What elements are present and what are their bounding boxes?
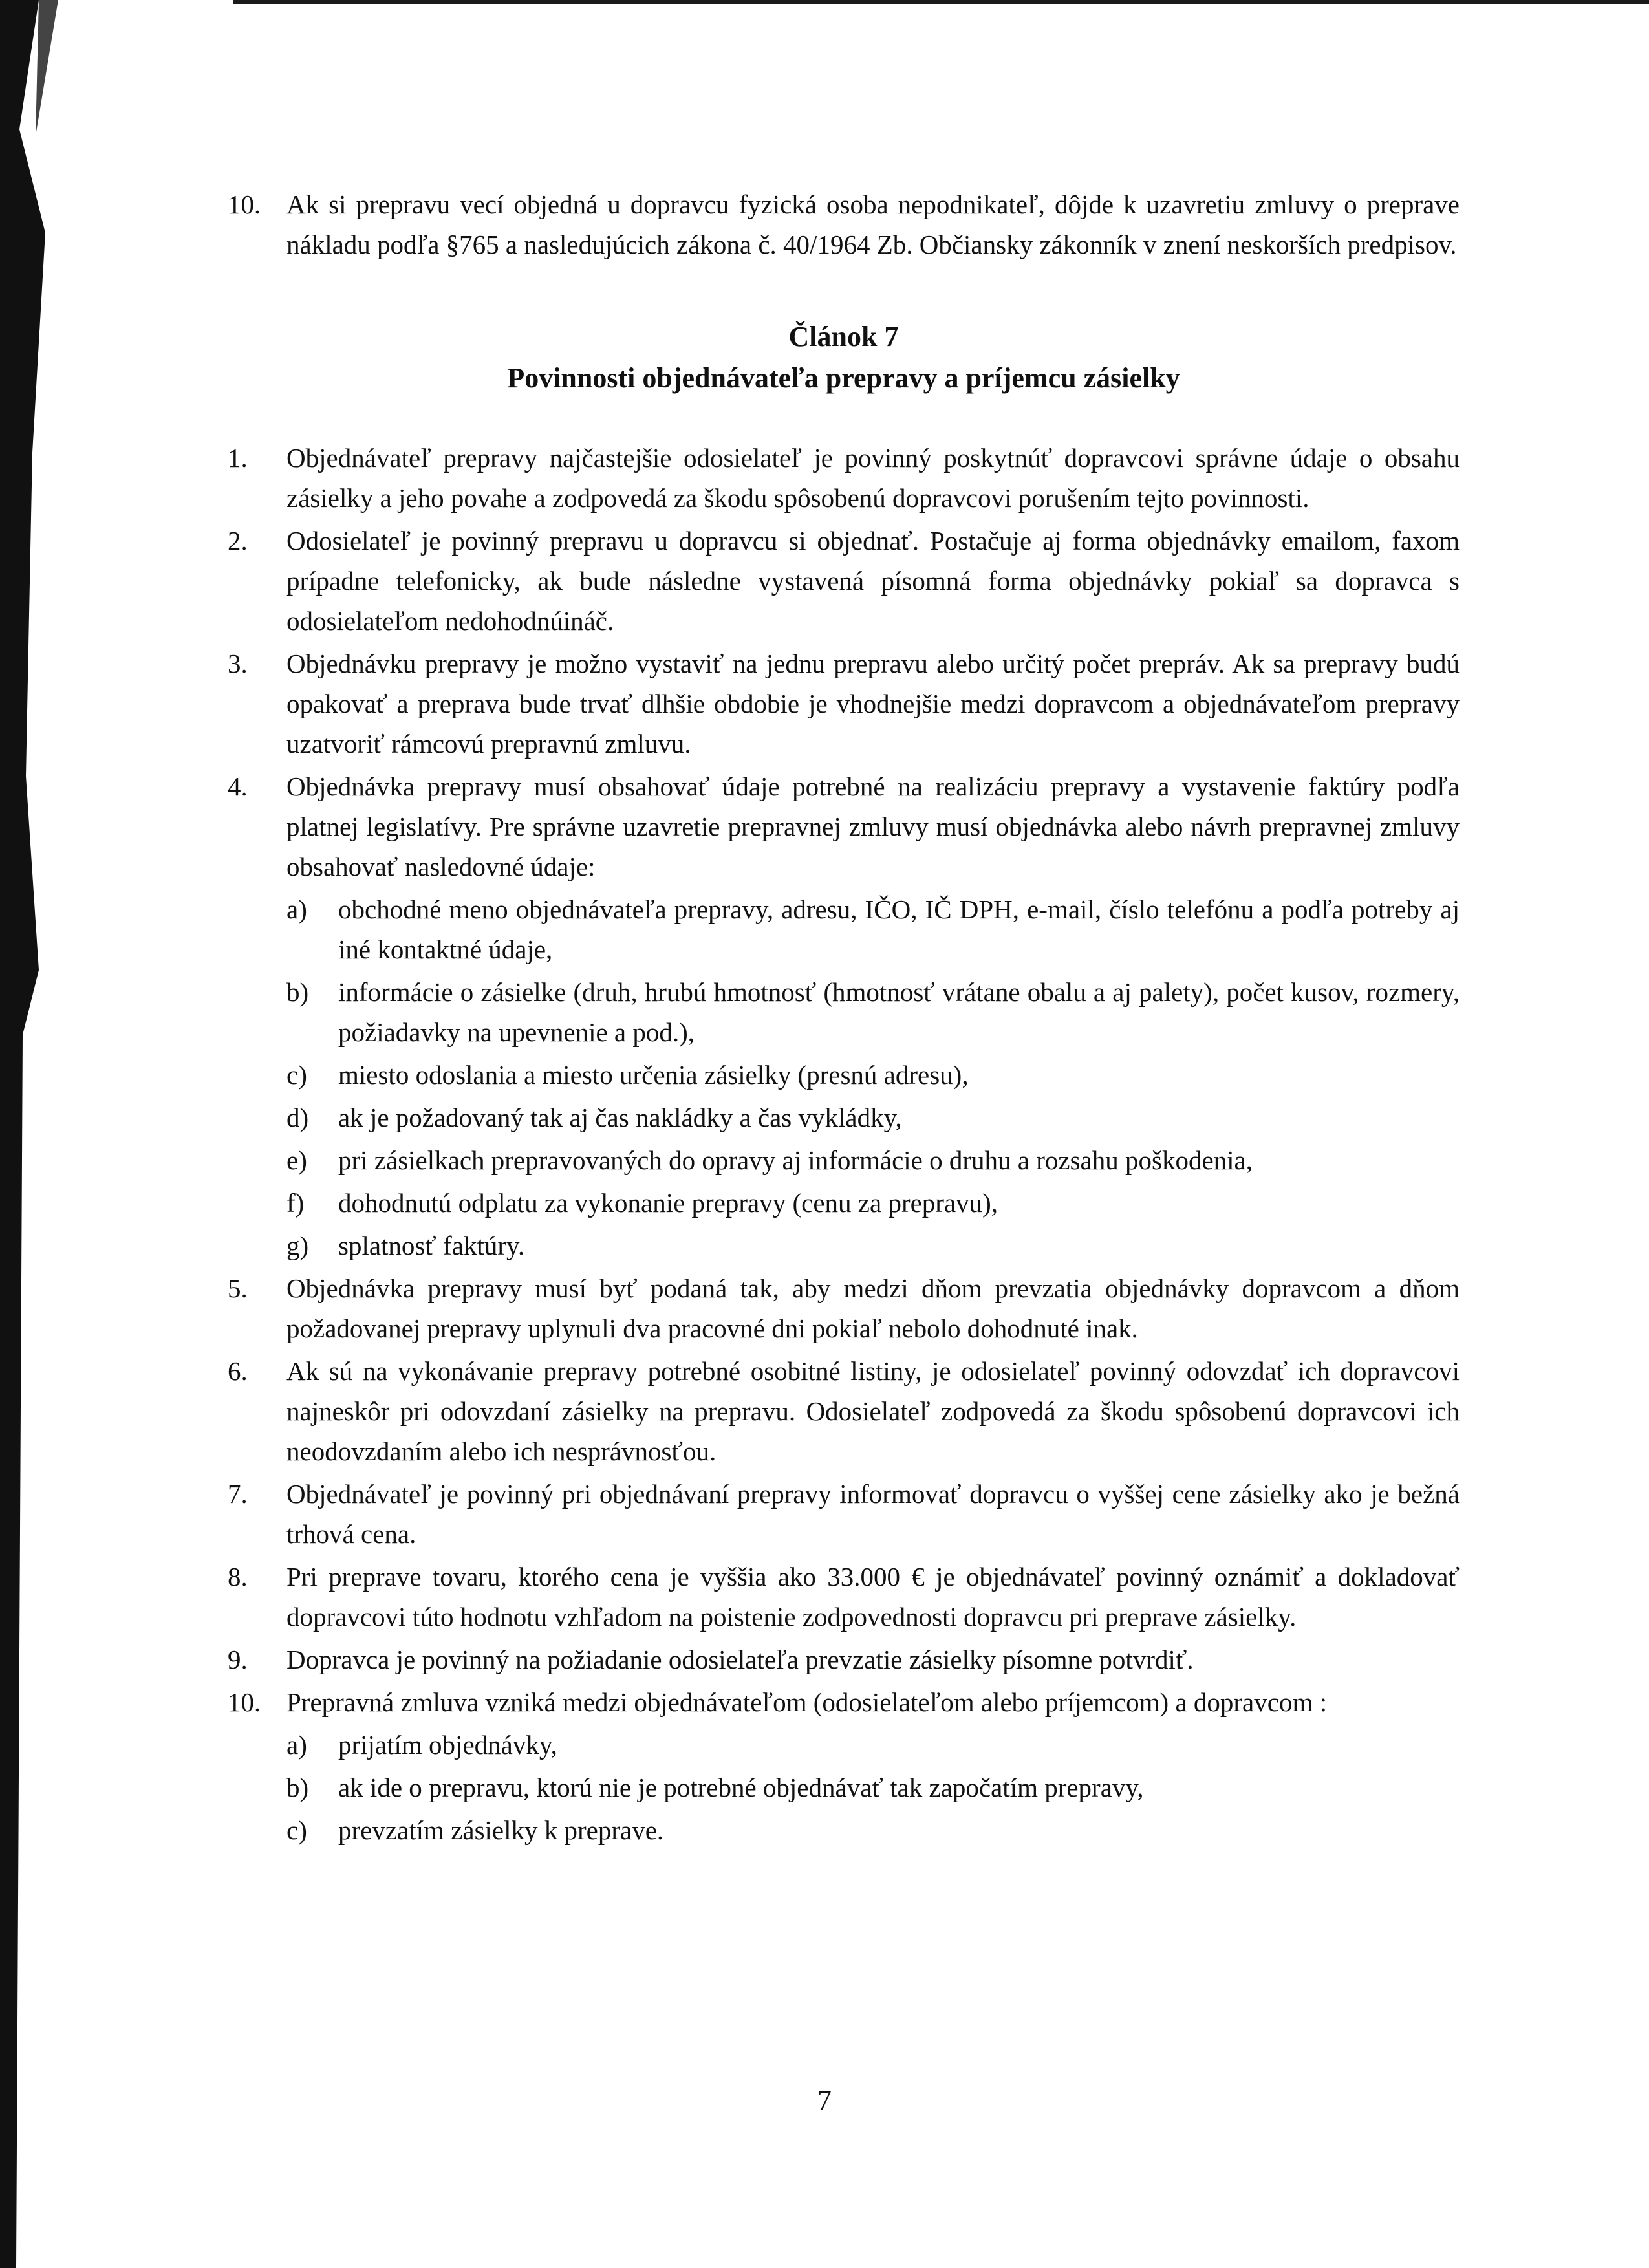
list-item-text: Odosielateľ je povinný prepravu u dopravcu si objednať. Postačuje aj forma objednávky emailom, faxom prípadne telefonicky, ak bude následne vystavená písomná forma objednávky pokiaľ sa dopravca s odosielateľom nedohodnúináč.: [286, 526, 1460, 636]
list-item-number: 10.: [228, 1687, 261, 1717]
list-item-number: 9.: [228, 1645, 248, 1674]
sublist-item-text: dohodnutú odplatu za vykonanie prepravy (cenu za prepravu),: [338, 1188, 998, 1218]
list-item: [228, 1351, 1460, 1471]
list-item-text: Objednávka prepravy musí byť podaná tak, aby medzi dňom prevzatia objednávky dopravcom a dňom požadovanej prepravy uplynuli dva pracovné dni pokiaľ nebolo dohodnuté inak.: [286, 1273, 1460, 1343]
article-heading: [228, 316, 1460, 399]
list-item-number: 8.: [228, 1562, 248, 1592]
sublist-item-letter: c): [286, 1815, 307, 1845]
sublist-item: [286, 1055, 1460, 1095]
sublist-item-letter: e): [286, 1145, 307, 1175]
sublist: [286, 889, 1460, 1266]
intro-number: 10.: [228, 189, 261, 219]
sublist-item-letter: g): [286, 1231, 309, 1260]
list-item-text: Dopravca je povinný na požiadanie odosielateľa prevzatie zásielky písomne potvrdiť.: [286, 1645, 1194, 1674]
scan-top-edge-line: [233, 0, 1649, 4]
list-item-number: 3.: [228, 649, 248, 678]
sublist-item-text: prevzatím zásielky k preprave.: [338, 1815, 664, 1845]
list-item-text: Objednávateľ je povinný pri objednávaní prepravy informovať dopravcu o vyššej cene zásielky ako je bežná trhová cena.: [286, 1479, 1460, 1549]
list-item-text: Objednávka prepravy musí obsahovať údaje potrebné na realizáciu prepravy a vystavenie faktúry podľa platnej legislatívy. Pre správne uzavretie prepravnej zmluvy musí objednávka alebo návrh prepravnej zmluvy obsahovať nasledovné údaje:: [286, 772, 1460, 881]
list-item-number: 2.: [228, 526, 248, 556]
sublist-item-text: miesto odoslania a miesto určenia zásielky (presnú adresu),: [338, 1060, 969, 1090]
intro-paragraph: [228, 184, 1460, 265]
list-item-number: 5.: [228, 1273, 248, 1303]
sublist-item: [286, 1725, 1460, 1765]
sublist: [286, 1725, 1460, 1850]
list-item: [228, 1474, 1460, 1554]
article-title: Článok 7: [788, 321, 899, 352]
sublist-item: [286, 1183, 1460, 1223]
list-item-text: Pri preprave tovaru, ktorého cena je vyššia ako 33.000 € je objednávateľ povinný oznámiť a dokladovať dopravcovi túto hodnotu vzhľadom na poistenie zodpovednosti dopravcu pri preprave zásielky.: [286, 1562, 1460, 1632]
sublist-item: [286, 1226, 1460, 1266]
sublist-item-text: pri zásielkach prepravovaných do opravy aj informácie o druhu a rozsahu poškodenia,: [338, 1145, 1253, 1175]
list-item-number: 4.: [228, 772, 248, 801]
document-body: [228, 184, 1460, 1850]
sublist-item-letter: a): [286, 1730, 307, 1760]
sublist-item-text: ak je požadovaný tak aj čas nakládky a čas vykládky,: [338, 1103, 902, 1132]
sublist-item-letter: b): [286, 1773, 309, 1802]
sublist-item-letter: f): [286, 1188, 305, 1218]
sublist-item: [286, 1140, 1460, 1180]
list-item-text: Objednávku prepravy je možno vystaviť na jednu prepravu alebo určitý počet prepráv. Ak sa prepravy budú opakovať a preprava bude trvať dlhšie obdobie je vhodnejšie medzi dopravcom a objednávateľom prepravy uzatvoriť rámcovú prepravnú zmluvu.: [286, 649, 1460, 759]
list-item: [228, 766, 1460, 1266]
sublist-item-letter: d): [286, 1103, 309, 1132]
sublist-item: [286, 889, 1460, 969]
list-item: [228, 1268, 1460, 1348]
list-item: [228, 521, 1460, 641]
sublist-item-text: obchodné meno objednávateľa prepravy, adresu, IČO, IČ DPH, e-mail, číslo telefónu a podľa potreby aj iné kontaktné údaje,: [338, 894, 1460, 964]
list-item-number: 1.: [228, 443, 248, 473]
list-item-number: 6.: [228, 1356, 248, 1386]
sublist-item: [286, 1097, 1460, 1138]
list-item: [228, 1639, 1460, 1679]
sublist-item-letter: c): [286, 1060, 307, 1090]
sublist-item-text: informácie o zásielke (druh, hrubú hmotnosť (hmotnosť vrátane obalu a aj palety), počet kusov, rozmery, požiadavky na upevnenie a pod.),: [338, 977, 1460, 1047]
list-item-text: Prepravná zmluva vzniká medzi objednávateľom (odosielateľom alebo príjemcom) a dopravcom :: [286, 1687, 1327, 1717]
sublist-item-letter: a): [286, 894, 307, 924]
article-subtitle: Povinnosti objednávateľa prepravy a príjemcu zásielky: [507, 362, 1180, 394]
sublist-item-text: splatnosť faktúry.: [338, 1231, 525, 1260]
sublist-item: [286, 972, 1460, 1052]
list-item: [228, 1682, 1460, 1850]
sublist-item-text: ak ide o prepravu, ktorú nie je potrebné objednávať tak započatím prepravy,: [338, 1773, 1144, 1802]
list-item-number: 7.: [228, 1479, 248, 1509]
list-item: [228, 1557, 1460, 1637]
intro-text: Ak si prepravu vecí objedná u dopravcu fyzická osoba nepodnikateľ, dôjde k uzavretiu zmluvy o preprave nákladu podľa §765 a nasledujúcich zákona č. 40/1964 Zb. Občiansky zákonník v znení neskorších predpisov.: [286, 189, 1460, 259]
list-item-text: Objednávateľ prepravy najčastejšie odosielateľ je povinný poskytnúť dopravcovi správne údaje o obsahu zásielky a jeho povahe a zodpovedá za škodu spôsobenú dopravcovi porušením tejto povinnosti.: [286, 443, 1460, 513]
list-item-text: Ak sú na vykonávanie prepravy potrebné osobitné listiny, je odosielateľ povinný odovzdať ich dopravcovi najneskôr pri odovzdaní zásielky na prepravu. Odosielateľ zodpovedá za škodu spôsobenú dopravcovi ich neodovzdaním alebo ich nesprávnosťou.: [286, 1356, 1460, 1466]
list-item: [228, 643, 1460, 764]
sublist-item: [286, 1810, 1460, 1850]
scan-left-edge-shadow: [0, 0, 58, 2268]
sublist-item-text: prijatím objednávky,: [338, 1730, 557, 1760]
list-item: [228, 438, 1460, 518]
sublist-item-letter: b): [286, 977, 309, 1007]
sublist-item: [286, 1767, 1460, 1808]
page-number: 7: [817, 2084, 832, 2116]
